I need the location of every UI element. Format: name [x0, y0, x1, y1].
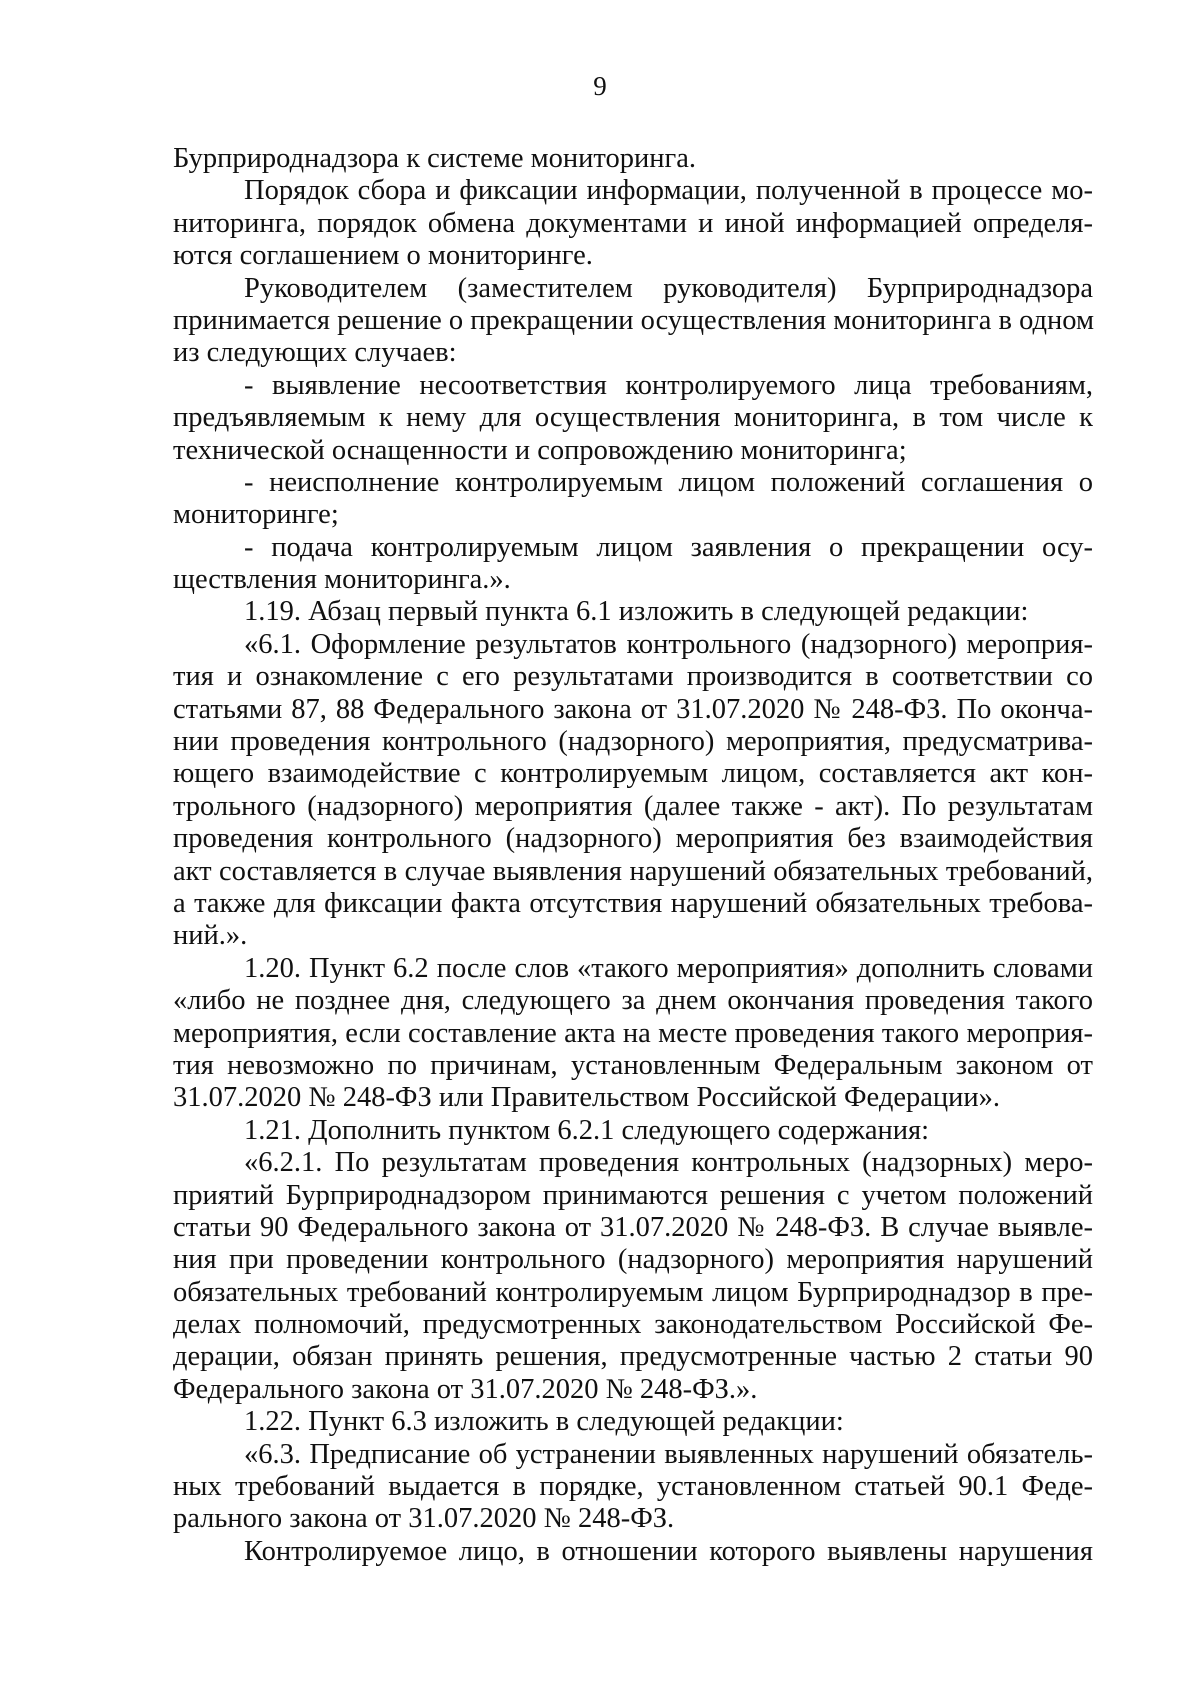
text-line: статьи 90 Федерального закона от 31.07.2020 № 248-ФЗ. В случае выявле- [173, 1211, 1093, 1243]
text-line: тия невозможно по причинам, установленным Федеральным законом от [173, 1049, 1093, 1081]
text-line: «6.1. Оформление результатов контрольного (надзорного) мероприя- [244, 628, 1093, 660]
text-line: обязательных требований контролируемым лицом Бурприроднадзор в пре- [173, 1276, 1093, 1308]
text-line: акт составляется в случае выявления нарушений обязательных требований, [173, 855, 1093, 887]
text-line: «либо не позднее дня, следующего за днем окончания проведения такого [173, 985, 1093, 1017]
text-line: Руководителем (заместителем руководителя) Бурприроднадзора [244, 272, 1093, 304]
text-line: «6.2.1. По результатам проведения контрольных (надзорных) меро- [244, 1147, 1093, 1179]
text-line: принимается решение о прекращении осуществления мониторинга в одном [173, 304, 1095, 336]
text-line: 1.19. Абзац первый пункта 6.1 изложить в следующей редакции: [244, 596, 1029, 628]
text-line: Федерального закона от 31.07.2020 № 248-ФЗ.». [173, 1373, 758, 1405]
text-line: - подача контролируемым лицом заявления о прекращении осу- [244, 531, 1093, 563]
text-line: предъявляемым к нему для осуществления мониторинга, в том числе к [173, 402, 1093, 434]
text-line: 31.07.2020 № 248-ФЗ или Правительством Российской Федерации». [173, 1082, 1001, 1114]
text-line: ния при проведении контрольного (надзорного) мероприятия нарушений [173, 1244, 1093, 1276]
text-line: «6.3. Предписание об устранении выявленных нарушений обязатель- [244, 1438, 1093, 1470]
text-line: 1.22. Пункт 6.3 изложить в следующей редакции: [244, 1406, 844, 1438]
text-line: ных требований выдается в порядке, установленном статьей 90.1 Феде- [173, 1471, 1093, 1503]
text-line: статьями 87, 88 Федерального закона от 31.07.2020 № 248-ФЗ. По оконча- [173, 693, 1093, 725]
text-line: технической оснащенности и сопровождению мониторинга; [173, 434, 907, 466]
document-body [173, 143, 1093, 1568]
text-line: мероприятия, если составление акта на месте проведения такого мероприя- [173, 1017, 1093, 1049]
text-line: 1.21. Дополнить пунктом 6.2.1 следующего содержания: [244, 1114, 930, 1146]
text-line: ются соглашением о мониторинге. [173, 240, 593, 272]
text-line: Контролируемое лицо, в отношении которого выявлены нарушения [244, 1535, 1093, 1567]
text-line: ществления мониторинга.». [173, 564, 511, 596]
text-line: трольного (надзорного) мероприятия (далее также - акт). По результатам [173, 790, 1093, 822]
text-line: Бурприроднадзора к системе мониторинга. [173, 143, 696, 174]
text-line: приятий Бурприроднадзором принимаются решения с учетом положений [173, 1179, 1093, 1211]
text-line: ющего взаимодействие с контролируемым лицом, составляется акт кон- [173, 758, 1093, 790]
page-number: 9 [593, 71, 607, 101]
text-line: из следующих случаев: [173, 337, 457, 369]
text-line: нии проведения контрольного (надзорного) мероприятия, предусматрива- [173, 726, 1093, 758]
text-line: мониторинге; [173, 499, 339, 531]
text-line: а также для фиксации факта отсутствия нарушений обязательных требова- [173, 887, 1093, 919]
text-line: ний.». [173, 920, 248, 952]
text-line: проведения контрольного (надзорного) мероприятия без взаимодействия [173, 823, 1093, 855]
text-line: делах полномочий, предусмотренных законодательством Российской Фе- [173, 1309, 1093, 1341]
text-line: - выявление несоответствия контролируемого лица требованиям, [244, 369, 1093, 401]
text-line: ниторинга, порядок обмена документами и иной информацией определя- [173, 207, 1093, 239]
text-line: тия и ознакомление с его результатами производится в соответствии со [173, 661, 1093, 693]
text-line: Порядок сбора и фиксации информации, полученной в процессе мо- [244, 175, 1093, 207]
text-line: - неисполнение контролируемым лицом положений соглашения о [244, 466, 1093, 498]
text-line: рального закона от 31.07.2020 № 248-ФЗ. [173, 1503, 675, 1535]
text-line: 1.20. Пункт 6.2 после слов «такого мероприятия» дополнить словами [244, 952, 1093, 984]
text-line: дерации, обязан принять решения, предусмотренные частью 2 статьи 90 [173, 1341, 1093, 1373]
